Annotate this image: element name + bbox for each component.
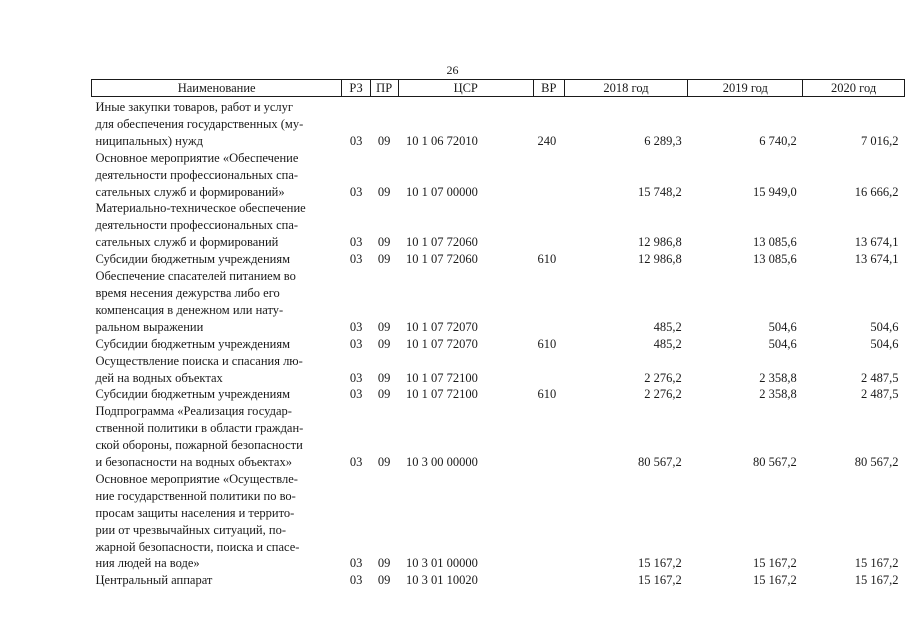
row-2020: 16 666,2 bbox=[854, 184, 899, 199]
row-rz: 03 bbox=[349, 252, 363, 267]
row-2019: 2 358,8 bbox=[759, 370, 797, 385]
row-vr bbox=[533, 200, 564, 251]
row-vr: 610 bbox=[537, 252, 557, 267]
row-2019: 13 085,6 bbox=[753, 252, 797, 267]
row-2019: 2 358,8 bbox=[759, 387, 797, 402]
table-row bbox=[92, 403, 905, 471]
header-2019: 2019 год bbox=[688, 80, 803, 97]
row-name: Основное мероприятие «Обеспечение деятельности профессиональных спа- сательных служб и формирований» bbox=[95, 150, 299, 199]
row-rz: 03 bbox=[349, 336, 363, 351]
row-pr: 09 bbox=[377, 252, 391, 267]
row-2018: 80 567,2 bbox=[638, 455, 682, 470]
row-2019: 504,6 bbox=[768, 319, 797, 334]
header-vr: ВР bbox=[533, 80, 564, 97]
row-pr: 09 bbox=[377, 319, 391, 334]
row-2020: 15 167,2 bbox=[854, 556, 899, 571]
row-2020: 13 674,1 bbox=[854, 235, 899, 250]
row-vr bbox=[533, 471, 564, 572]
row-2018: 15 167,2 bbox=[638, 556, 682, 571]
row-2019: 15 167,2 bbox=[753, 573, 797, 588]
row-csr: 10 1 06 72010 bbox=[406, 133, 478, 148]
row-pr: 09 bbox=[377, 235, 391, 250]
row-2020: 504,6 bbox=[870, 319, 899, 334]
table-body bbox=[92, 97, 905, 590]
row-rz: 03 bbox=[349, 573, 363, 588]
row-2020: 2 487,5 bbox=[861, 370, 899, 385]
table-row bbox=[92, 386, 905, 403]
row-2020: 13 674,1 bbox=[854, 252, 899, 267]
row-2019: 504,6 bbox=[768, 336, 797, 351]
row-2020: 7 016,2 bbox=[861, 133, 899, 148]
row-name: Обеспечение спасателей питанием во время несения дежурства либо его компенсация в денежном или нату- ральном выражении bbox=[95, 269, 296, 334]
table-row bbox=[92, 97, 905, 150]
row-2018: 15 748,2 bbox=[638, 184, 682, 199]
row-csr: 10 1 07 00000 bbox=[406, 184, 478, 199]
row-csr: 10 3 00 00000 bbox=[406, 455, 478, 470]
table-row bbox=[92, 200, 905, 251]
row-csr: 10 3 01 00000 bbox=[406, 556, 478, 571]
table-header bbox=[92, 80, 905, 97]
row-vr: 610 bbox=[537, 387, 557, 402]
row-name: Осуществление поиска и спасания лю- дей на водных объектах bbox=[95, 353, 303, 385]
row-csr: 10 1 07 72100 bbox=[406, 370, 478, 385]
row-name: Центральный аппарат bbox=[95, 573, 213, 588]
row-2018: 12 986,8 bbox=[638, 252, 682, 267]
row-csr: 10 1 07 72060 bbox=[406, 252, 478, 267]
header-rz: РЗ bbox=[342, 80, 371, 97]
row-2020: 504,6 bbox=[870, 336, 899, 351]
row-rz: 03 bbox=[349, 556, 363, 571]
header-pr: ПР bbox=[370, 80, 398, 97]
budget-table bbox=[91, 79, 905, 589]
row-pr: 09 bbox=[377, 556, 391, 571]
row-2018: 6 289,3 bbox=[644, 133, 682, 148]
row-vr: 240 bbox=[537, 133, 557, 148]
row-csr: 10 1 07 72100 bbox=[406, 387, 478, 402]
row-rz: 03 bbox=[349, 235, 363, 250]
row-name: Основное мероприятие «Осуществле- ние государственной политики по во- просам защиты населения и террито- рии от чрезвычайных ситуаций, по- жарной безопасности, поиска и спасе- ния людей на воде» bbox=[95, 471, 300, 571]
header-csr: ЦСР bbox=[398, 80, 533, 97]
row-name: Субсидии бюджетным учреждениям bbox=[95, 252, 291, 267]
row-vr bbox=[533, 572, 564, 589]
row-name: Субсидии бюджетным учреждениям bbox=[95, 387, 291, 402]
row-2020: 15 167,2 bbox=[854, 573, 899, 588]
row-pr: 09 bbox=[377, 370, 391, 385]
row-2019: 15 949,0 bbox=[753, 184, 797, 199]
row-pr: 09 bbox=[377, 455, 391, 470]
row-name: Подпрограмма «Реализация государ- ственной политики в области граждан- ской обороны, пожарной безопасности и безопасности на водных объектах» bbox=[95, 404, 304, 470]
table-row bbox=[92, 251, 905, 268]
table-row bbox=[92, 268, 905, 336]
row-rz: 03 bbox=[349, 455, 363, 470]
row-2019: 6 740,2 bbox=[759, 133, 797, 148]
row-2018: 12 986,8 bbox=[638, 235, 682, 250]
row-rz: 03 bbox=[349, 133, 363, 148]
row-2018: 485,2 bbox=[653, 319, 682, 334]
row-2020: 80 567,2 bbox=[854, 455, 899, 470]
row-csr: 10 1 07 72060 bbox=[406, 235, 478, 250]
row-name: Материально-техническое обеспечение деятельности профессиональных спа- сательных служб и формирований bbox=[95, 201, 306, 250]
row-2019: 13 085,6 bbox=[753, 235, 797, 250]
row-name: Иные закупки товаров, работ и услуг для обеспечения государственных (му- ниципальных) нужд bbox=[95, 100, 304, 148]
row-vr bbox=[533, 403, 564, 471]
table-row bbox=[92, 336, 905, 353]
row-rz: 03 bbox=[349, 370, 363, 385]
header-2020: 2020 год bbox=[803, 80, 905, 97]
row-pr: 09 bbox=[377, 133, 391, 148]
row-vr bbox=[533, 150, 564, 201]
row-pr: 09 bbox=[377, 573, 391, 588]
table-row bbox=[92, 471, 905, 572]
row-name: Субсидии бюджетным учреждениям bbox=[95, 336, 291, 351]
table-row bbox=[92, 150, 905, 201]
header-2018: 2018 год bbox=[564, 80, 688, 97]
row-vr bbox=[533, 268, 564, 336]
row-pr: 09 bbox=[377, 387, 391, 402]
row-csr: 10 1 07 72070 bbox=[406, 336, 478, 351]
row-rz: 03 bbox=[349, 319, 363, 334]
row-pr: 09 bbox=[377, 336, 391, 351]
row-2018: 485,2 bbox=[653, 336, 682, 351]
table-row bbox=[92, 353, 905, 387]
row-rz: 03 bbox=[349, 184, 363, 199]
row-2018: 2 276,2 bbox=[644, 387, 682, 402]
row-pr: 09 bbox=[377, 184, 391, 199]
table-row bbox=[92, 572, 905, 589]
row-2019: 15 167,2 bbox=[753, 556, 797, 571]
row-2019: 80 567,2 bbox=[753, 455, 797, 470]
row-rz: 03 bbox=[349, 387, 363, 402]
row-2018: 2 276,2 bbox=[644, 370, 682, 385]
row-csr: 10 3 01 10020 bbox=[406, 573, 478, 588]
row-vr: 610 bbox=[537, 336, 557, 351]
row-2018: 15 167,2 bbox=[638, 573, 682, 588]
row-vr bbox=[533, 353, 564, 387]
header-name: Наименование bbox=[92, 80, 342, 97]
page-number: 26 bbox=[446, 63, 459, 77]
row-2020: 2 487,5 bbox=[861, 387, 899, 402]
row-csr: 10 1 07 72070 bbox=[406, 319, 478, 334]
